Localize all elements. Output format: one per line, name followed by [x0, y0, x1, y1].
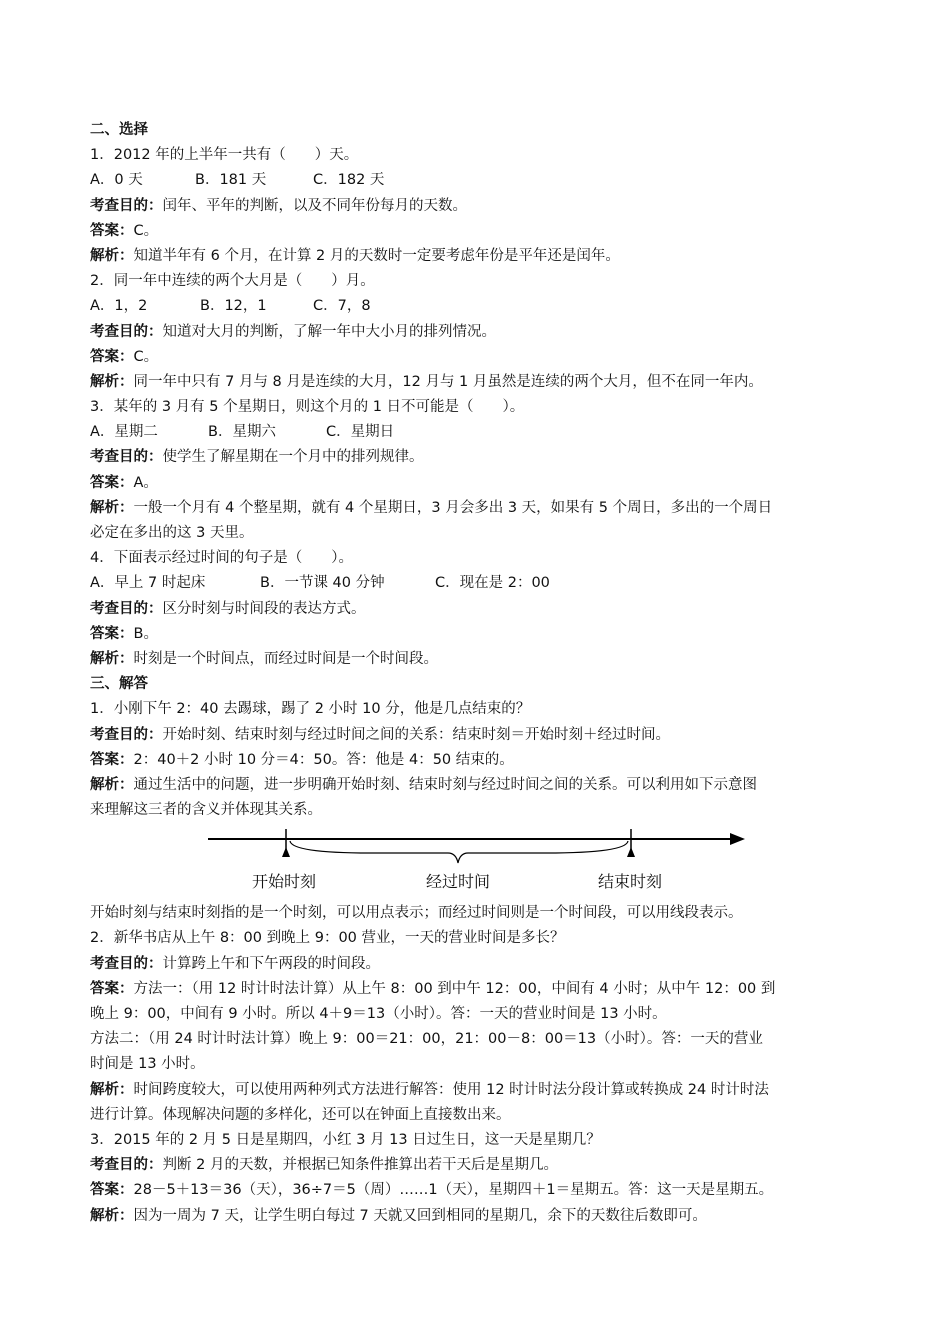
option-a: A．星期二: [90, 424, 158, 441]
problem-3: 3．2015 年的 2 月 5 日是星期四，小红 3 月 13 日过生日，这一天是星期几？: [90, 1131, 601, 1148]
problem-2-purpose: [90, 952, 870, 977]
answer-label: 答案：: [90, 625, 134, 642]
problem-1-answer: [90, 748, 870, 773]
analysis-label: 解析：: [90, 776, 134, 793]
option-b: B．星期六: [208, 424, 276, 441]
question-3-options: [90, 420, 870, 445]
purpose-label: 考查目的：: [90, 449, 163, 466]
problem-1-analysis: [90, 773, 870, 798]
analysis-label: 解析：: [90, 1081, 134, 1098]
answer-text: B。: [133, 625, 158, 642]
question-1-answer: [90, 219, 870, 244]
question-2-analysis: [90, 370, 870, 395]
answer-text: C。: [133, 222, 159, 239]
analysis-label: 解析：: [90, 1207, 134, 1224]
end-marker: [627, 847, 635, 857]
problem-2-answer-cont: 晚上 9：00，中间有 9 小时。所以 4＋9＝13（小时）。答：一天的营业时间是 13 小时。: [90, 1006, 667, 1022]
problem-2-answer: [90, 977, 870, 1002]
question-4-answer: [90, 622, 870, 647]
answer-text: 方法一：（用 12 时计时法计算）从上午 8：00 到中午 12：00，中间有 4 小时；从中午 12：00 到: [133, 980, 776, 997]
purpose-text: 判断 2 月的天数，并根据已知条件推算出若干天后是星期几。: [162, 1157, 558, 1174]
analysis-text: 一般一个月有 4 个整星期，就有 4 个星期日，3 月会多出 3 天，如果有 5 个周日，多出的一个周日: [133, 499, 773, 516]
problem-1-purpose: [90, 723, 870, 748]
question-4: 4．下面表示经过时间的句子是（ ）。: [90, 550, 353, 567]
analysis-label: 解析：: [90, 373, 134, 390]
question-2-answer: [90, 345, 870, 370]
analysis-label: 解析：: [90, 499, 134, 516]
analysis-label: 解析：: [90, 650, 134, 667]
option-b: B．181 天: [195, 172, 267, 189]
analysis-label: 解析：: [90, 247, 134, 264]
analysis-text: 时刻是一个时间点，而经过时间是一个时间段。: [133, 650, 438, 667]
answer-text: C。: [133, 348, 159, 365]
question-3-purpose: [90, 445, 870, 470]
question-4-analysis: [90, 647, 870, 672]
answer-text: A。: [133, 474, 158, 491]
answer-label: 答案：: [90, 1182, 134, 1199]
problem-1-analysis-cont: 来理解这三者的含义并体现其关系。: [90, 802, 322, 819]
question-1-purpose: [90, 194, 870, 219]
time-diagram: [90, 823, 870, 901]
question-1: 1．2012 年的上半年一共有（ ）天。: [90, 147, 359, 164]
purpose-label: 考查目的：: [90, 726, 163, 743]
question-3-analysis: [90, 496, 870, 521]
purpose-text: 使学生了解星期在一个月中的排列规律。: [162, 449, 424, 466]
section-heading-solve: 三、解答: [90, 676, 148, 693]
analysis-text: 通过生活中的问题，进一步明确开始时刻、结束时刻与经过时间之间的关系。可以利用如下示意图: [133, 776, 757, 793]
purpose-label: 考查目的：: [90, 1157, 163, 1174]
label-start-time: 开始时刻: [252, 872, 317, 892]
answer-text: 28－5＋13＝36（天），36÷7＝5（周）……1（天），星期四＋1＝星期五。答：这一天是星期五。: [133, 1182, 774, 1199]
option-c: C．182 天: [313, 172, 385, 189]
problem-3-purpose: [90, 1153, 870, 1178]
problem-3-answer: [90, 1178, 870, 1203]
elapsed-brace: [290, 841, 628, 863]
purpose-label: 考查目的：: [90, 955, 163, 972]
question-4-options: [90, 571, 870, 596]
problem-2-analysis: [90, 1078, 870, 1103]
purpose-label: 考查目的：: [90, 197, 163, 214]
problem-3-analysis: [90, 1204, 870, 1229]
diagram-explanation: 开始时刻与结束时刻指的是一个时刻，可以用点表示；而经过时间则是一个时间段，可以用线段表示。: [90, 905, 743, 922]
label-elapsed-time: 经过时间: [426, 872, 491, 892]
section-heading-choice: 二、选择: [90, 122, 148, 138]
question-2-options: [90, 294, 870, 319]
analysis-text: 因为一周为 7 天，让学生明白每过 7 天就又回到相同的星期几，余下的天数往后数即可。: [133, 1207, 707, 1224]
document-page: [90, 118, 870, 1229]
purpose-text: 计算跨上午和下午两段的时间段。: [162, 955, 380, 972]
option-c: C．现在是 2：00: [435, 575, 550, 592]
problem-2-method2-cont: 时间是 13 小时。: [90, 1056, 205, 1073]
option-a: A．早上 7 时起床: [90, 575, 206, 592]
option-c: C．7，8: [313, 298, 371, 315]
answer-text: 2：40＋2 小时 10 分＝4：50。答：他是 4：50 结束的。: [133, 751, 514, 768]
analysis-text: 同一年中只有 7 月与 8 月是连续的大月，12 月与 1 月虽然是连续的两个大月，但不在同一年内。: [133, 373, 763, 390]
question-3-answer: [90, 471, 870, 496]
problem-2-method2: 方法二：（用 24 时计时法计算）晚上 9：00＝21：00，21：00－8：00＝13（小时）。答：一天的营业: [90, 1031, 763, 1048]
problem-2-analysis-cont: 进行计算。体现解决问题的多样化，还可以在钟面上直接数出来。: [90, 1106, 511, 1123]
question-3: 3．某年的 3 月有 5 个星期日，则这个月的 1 日不可能是（ ）。: [90, 399, 525, 416]
purpose-label: 考查目的：: [90, 323, 163, 340]
question-2: 2．同一年中连续的两个大月是（ ）月。: [90, 273, 375, 290]
problem-1: 1．小刚下午 2：40 去踢球，踢了 2 小时 10 分，他是几点结束的？: [90, 701, 531, 718]
purpose-text: 开始时刻、结束时刻与经过时间之间的关系：结束时刻＝开始时刻＋经过时间。: [162, 726, 670, 743]
option-c: C．星期日: [326, 424, 395, 441]
analysis-text: 时间跨度较大，可以使用两种列式方法进行解答：使用 12 时计时法分段计算或转换成 24 时计时法: [133, 1081, 769, 1098]
analysis-text: 知道半年有 6 个月，在计算 2 月的天数时一定要考虑年份是平年还是闰年。: [133, 247, 620, 264]
purpose-text: 闰年、平年的判断，以及不同年份每月的天数。: [162, 197, 467, 214]
answer-label: 答案：: [90, 348, 134, 365]
question-1-options: [90, 168, 870, 193]
question-1-analysis: [90, 244, 870, 269]
option-a: A．1，2: [90, 298, 148, 315]
timeline-svg: [200, 829, 760, 873]
question-4-purpose: [90, 597, 870, 622]
purpose-text: 知道对大月的判断，了解一年中大小月的排列情况。: [162, 323, 496, 340]
purpose-label: 考查目的：: [90, 600, 163, 617]
question-2-purpose: [90, 320, 870, 345]
start-marker: [282, 847, 290, 857]
problem-2: 2．新华书店从上午 8：00 到晚上 9：00 营业，一天的营业时间是多长？: [90, 930, 565, 947]
timeline-arrowhead: [730, 833, 745, 845]
option-a: A．0 天: [90, 172, 143, 189]
answer-label: 答案：: [90, 980, 134, 997]
option-b: B．一节课 40 分钟: [260, 575, 385, 592]
label-end-time: 结束时刻: [598, 872, 663, 892]
question-3-analysis-cont: 必定在多出的这 3 天里。: [90, 525, 254, 541]
purpose-text: 区分时刻与时间段的表达方式。: [162, 600, 366, 617]
option-b: B．12，1: [200, 298, 267, 315]
answer-label: 答案：: [90, 222, 134, 239]
answer-label: 答案：: [90, 751, 134, 768]
answer-label: 答案：: [90, 474, 134, 491]
